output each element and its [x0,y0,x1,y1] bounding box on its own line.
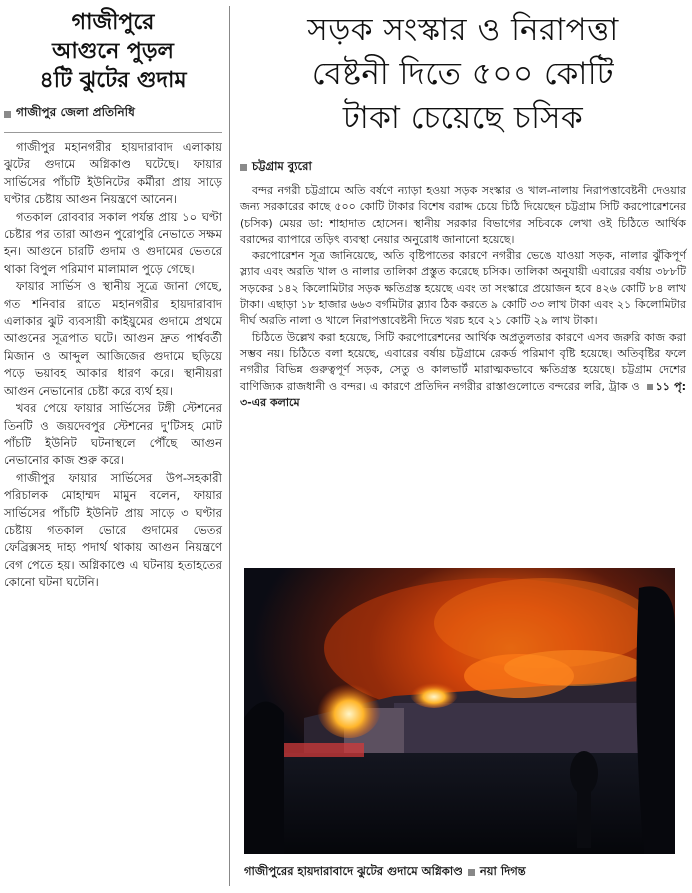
divider [4,132,222,133]
left-headline-line-1: গাজীপুরে [71,10,155,35]
right-story-headline [240,8,686,140]
left-paragraph: গাজীপুর মহানগরীর হায়দারাবাদ এলাকায় ঝুটের গুদামে অগ্নিকাণ্ড ঘটেছে। ফায়ার সার্ভিসের পাঁচটি ইউনিটের কর্মীরা প্রায় সাড়ে ঘণ্টার চেষ্টায় আগুন নিয়ন্ত্রণে আনেন। [4,140,222,207]
left-headline-line-2: আগুনে পুড়ল [52,39,174,64]
left-story-headline [4,8,222,95]
right-paragraph-text: চিঠিতে উল্লেখ করা হয়েছে, সিটি করপোরেশনের আর্থিক অপ্রতুলতার কারণে এসব জরুরি কাজ করা সম্ভব নয়। চিঠিতে বলা হয়েছে, এবারের বর্ষায় চট্টগ্রামে রেকর্ড পরিমাণ বৃষ্টি হয়েছে। অতিবৃষ্টির ফলে নগরীর বিভিন্ন গুরুত্বপূর্ণ সড়ক, সেতু ও কালভার্ট মারাত্মকভাবে ক্ষতিগ্রস্ত হয়েছে। চট্টগ্রাম দেশের বাণিজ্যিক রাজধানী ও বন্দর। এ কারণে প্রতিদিন নগরীর রাস্তাগুলোতে বন্দরের লরি, ট্রাক ও [240,330,686,393]
fire-photo-image [244,568,675,854]
right-byline-text: চট্টগ্রাম ব্যুরো [252,159,312,173]
left-headline-line-3: ৪টি ঝুটের গুদাম [39,68,187,93]
jump-text: ১১ পৃ: ৩-এর কলামে [240,379,686,409]
left-story-body [4,139,222,592]
right-paragraph: করপোরেশন সূত্র জানিয়েছে, অতি বৃষ্টিপাতের কারণে নগরীর ভেঙে যাওয়া সড়ক, নালার ঝুঁকিপূর্ণ স্ল্যাব এবং অরতি খাল ও নালার তালিকা প্রস্তুত করেছে চসিক। তালিকা অনুযায়ী এবারের বর্ষায় ৩৮৮টি সড়কের ১৪২ কিলোমিটার সড়ক ক্ষতিগ্রস্ত হয়েছে এবং তা সংস্কারে প্রয়োজন হবে ৪২৬ কোটি ৮৪ লাখ টাকা। এছাড়া ১৮ হাজার ৬৬৩ বর্গমিটার স্ল্যাব ঠিক করতে ৯ কোটি ৩৩ লাখ টাকা এবং ২১ কিলোমিটার দীর্ঘ অরতি নালা ও খালে নিরাপত্তাবেষ্টনী দিতে খরচ হবে ২১ কোটি ২৯ লাখ টাকা। [240,249,686,328]
right-byline [240,158,686,177]
byline-square-icon [4,111,11,118]
right-story [240,8,686,888]
photo-caption [244,863,684,882]
jump-square-icon [647,384,653,390]
left-byline [4,104,222,124]
left-story [4,8,222,888]
left-paragraph: খবর পেয়ে ফায়ার সার্ভিসের টঙ্গী স্টেশনের তিনটি ও জয়দেবপুর স্টেশনের দু'টিসহ মোট পাঁচটি ইউনিট ঘটনাস্থলে পৌঁছে আগুন নেভানোর কাজ শুরু করে। [4,401,222,468]
right-paragraph: বন্দর নগরী চট্টগ্রামে অতি বর্ষণে ন্যাড়া হওয়া সড়ক সংস্কার ও খাল-নালায় নিরাপত্তাবেষ্টনী দেওয়ার জন্য সরকারের কাছে ৫০০ কোটি টাকার বিশেষ বরাদ্দ চেয়ে চিঠি দিয়েছেন চট্টগ্রাম সিটি করপোরেশনের (চসিক) মেয়র ডা: শাহাদাত হোসেন। স্থানীয় সরকার বিভাগের সচিবকে লেখা ওই চিঠিতে আর্থিক বরাদ্দের ব্যাপারে তড়িৎ ব্যবস্থা নেয়ার অনুরোধ জানানো হয়েছে। [240,184,686,246]
column-divider [229,6,230,886]
right-story-body [240,183,686,411]
photo-caption-text: গাজীপুরের হায়দারাবাদে ঝুটের গুদামে অগ্নিকাণ্ড [244,864,463,878]
left-byline-text: গাজীপুর জেলা প্রতিনিধি [16,105,135,119]
left-paragraph: ফায়ার সার্ভিস ও স্থানীয় সূত্রে জানা গেছে, গত শনিবার রাতে মহানগরীর হায়দারাবাদ এলাকার ঝুট ব্যবসায়ী কাইয়ুমের গুদামে প্রথমে আগুনের সূত্রপাত ঘটে। আগুন দ্রুত পার্শ্ববর্তী মিজান ও আব্দুল আজিজের গুদামে ছড়িয়ে পড়ে ভয়াবহ আকার ধারণ করে। স্থানীয়রা আগুন নেভানোর চেষ্টা করে ব্যর্থ হয়। [4,279,222,398]
right-headline-line-3: টাকা চেয়েছে চসিক [342,100,584,136]
right-headline-line-1: সড়ক সংস্কার ও নিরাপত্তা [307,12,619,48]
byline-square-icon [240,164,247,171]
right-headline-line-2: বেষ্টনী দিতে ৫০০ কোটি [311,56,615,92]
caption-square-icon [468,869,475,876]
left-paragraph: গতকাল রোববার সকাল পর্যন্ত প্রায় ১০ ঘণ্টা চেষ্টার পর তারা আগুন পুরোপুরি নেভাতে সক্ষম হন। আগুনে চারটি গুদাম ও গুদামের ভেতরে থাকা বিপুল পরিমাণ মালামাল পুড়ে গেছে। [4,209,222,276]
left-paragraph: গাজীপুর ফায়ার সার্ভিসের উপ-সহকারী পরিচালক মোহাম্মদ মামুন বলেন, ফায়ার সার্ভিসের পাঁচটি ইউনিট প্রায় সাড়ে ৩ ঘণ্টার চেষ্টায় গতকাল ভোরে গুদামের ভেতর ফেব্রিক্সসহ দাহ্য পদার্থ থাকায় আগুন নিয়ন্ত্রণে বেগ পেতে হয়। অগ্নিকাণ্ডে এ ঘটনায় হতাহতের কোনো ঘটনা ঘটেনি। [4,470,222,590]
photo-credit: নয়া দিগন্ত [479,864,526,878]
fire-photo [244,568,675,854]
right-paragraph [240,330,686,411]
